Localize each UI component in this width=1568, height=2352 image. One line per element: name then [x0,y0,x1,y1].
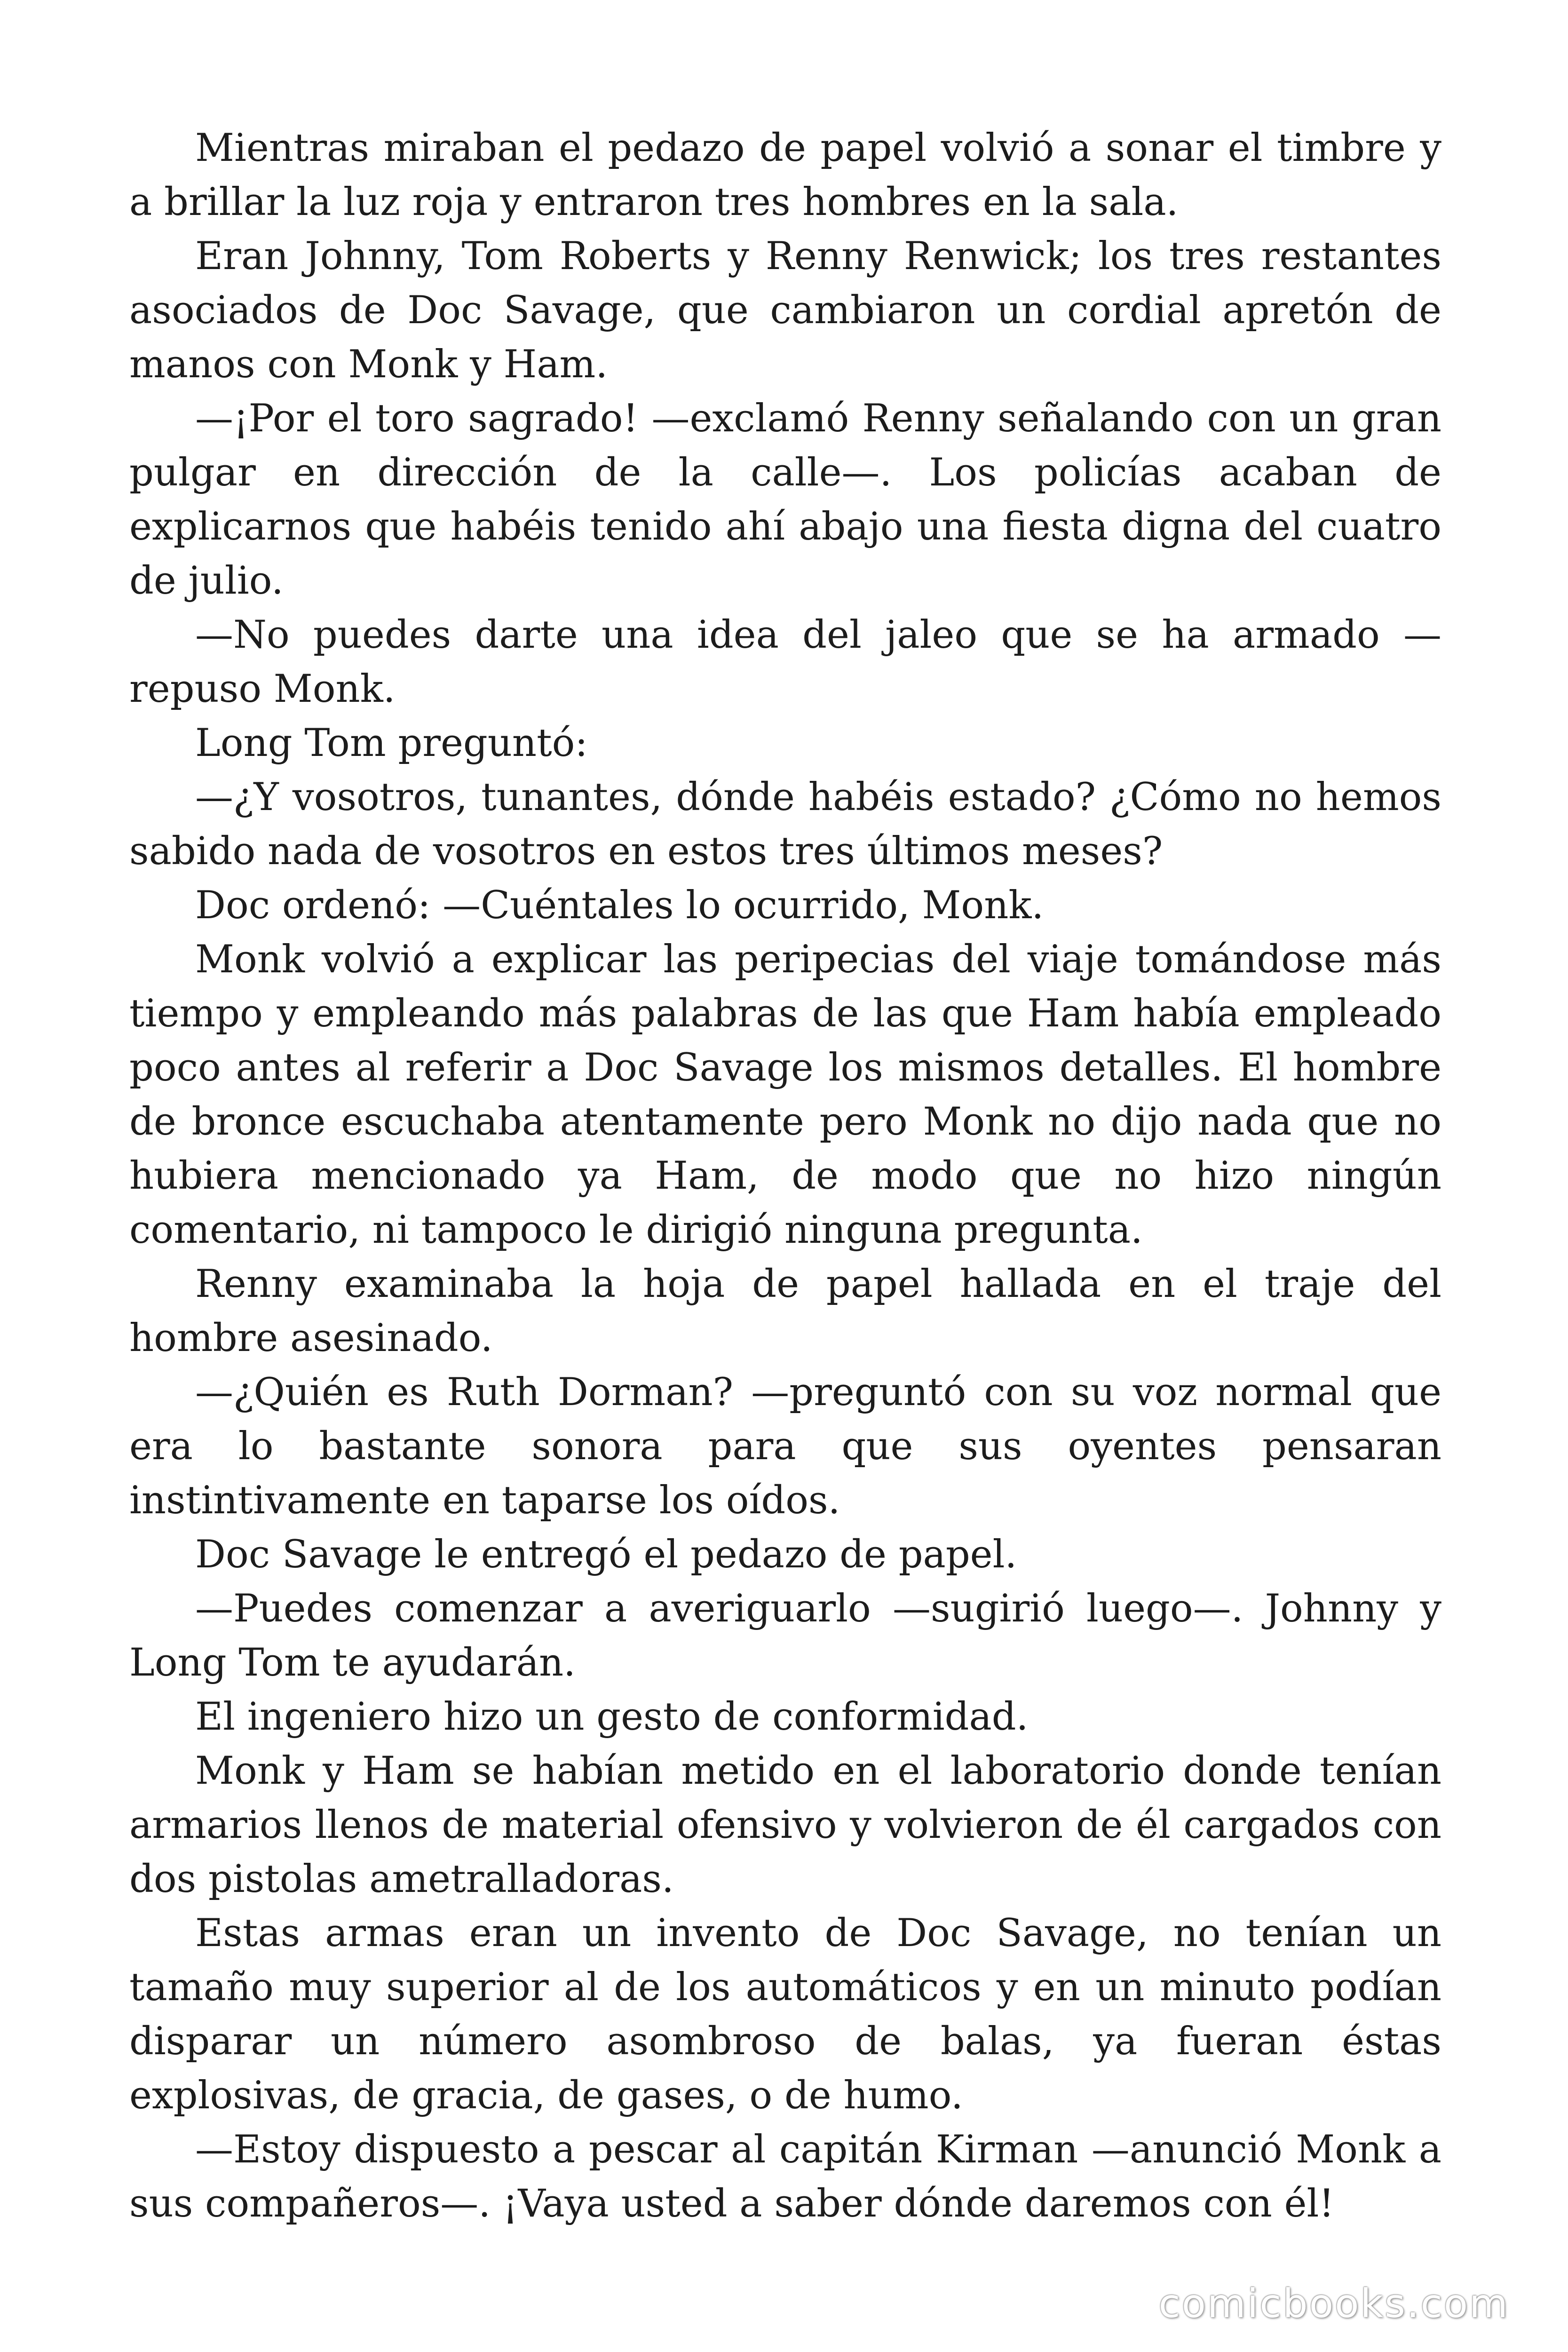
body-text [129,121,1441,2231]
paragraph-11: Doc Savage le entregó el pedazo de papel. [195,1533,1017,1577]
paragraph-3: —¡Por el toro sagrado! —exclamó Renny señalando con un gran pulgar en dirección de la calle—. Los policías acaban de explicarnos que habéis tenido ahí abajo una fiesta digna del cuatro de julio. [129,397,1441,603]
paragraph-2: Eran Johnny, Tom Roberts y Renny Renwick; los tres restantes asociados de Doc Savage, que cambiaron un cordial apretón de manos con Monk y Ham. [129,234,1441,387]
paragraph-13: El ingeniero hizo un gesto de conformidad. [195,1695,1029,1739]
paragraph-8: Monk volvió a explicar las peripecias del viaje tomándose más tiempo y empleando más palabras de las que Ham había empleado poco antes al referir a Doc Savage los mismos detalles. El hombre de bronce escuchaba atentamente pero Monk no dijo nada que no hubiera mencionado ya Ham, de modo que no hizo ningún comentario, ni tampoco le dirigió ninguna pregunta. [129,938,1441,1252]
paragraph-16: —Estoy dispuesto a pescar al capitán Kirman —anunció Monk a sus compañeros—. ¡Vaya usted a saber dónde daremos con él! [129,2128,1441,2226]
paragraph-14: Monk y Ham se habían metido en el laboratorio donde tenían armarios llenos de material ofensivo y volvieron de él cargados con dos pistolas ametralladoras. [129,1749,1441,1901]
paragraph-7: Doc ordenó: —Cuéntales lo ocurrido, Monk. [195,883,1044,928]
paragraph-15: Estas armas eran un invento de Doc Savage, no tenían un tamaño muy superior al de los automáticos y en un minuto podían disparar un número asombroso de balas, ya fueran éstas explosivas, de gracia, de gases, o de humo. [129,1911,1441,2118]
watermark: comicbooks.com [1158,2280,1509,2327]
paragraph-5: Long Tom preguntó: [195,721,588,765]
paragraph-12: —Puedes comenzar a averiguarlo —sugirió luego—. Johnny y Long Tom te ayudarán. [129,1587,1441,1685]
paragraph-4: —No puedes darte una idea del jaleo que se ha armado —repuso Monk. [129,613,1441,711]
paragraph-1: Mientras miraban el pedazo de papel volvió a sonar el timbre y a brillar la luz roja y entraron tres hombres en la sala. [129,126,1441,224]
paragraph-9: Renny examinaba la hoja de papel hallada en el traje del hombre asesinado. [129,1262,1441,1360]
paragraph-6: —¿Y vosotros, tunantes, dónde habéis estado? ¿Cómo no hemos sabido nada de vosotros en estos tres últimos meses? [129,775,1441,874]
paragraph-10: —¿Quién es Ruth Dorman? —preguntó con su voz normal que era lo bastante sonora para que sus oyentes pensaran instintivamente en taparse los oídos. [129,1370,1441,1523]
